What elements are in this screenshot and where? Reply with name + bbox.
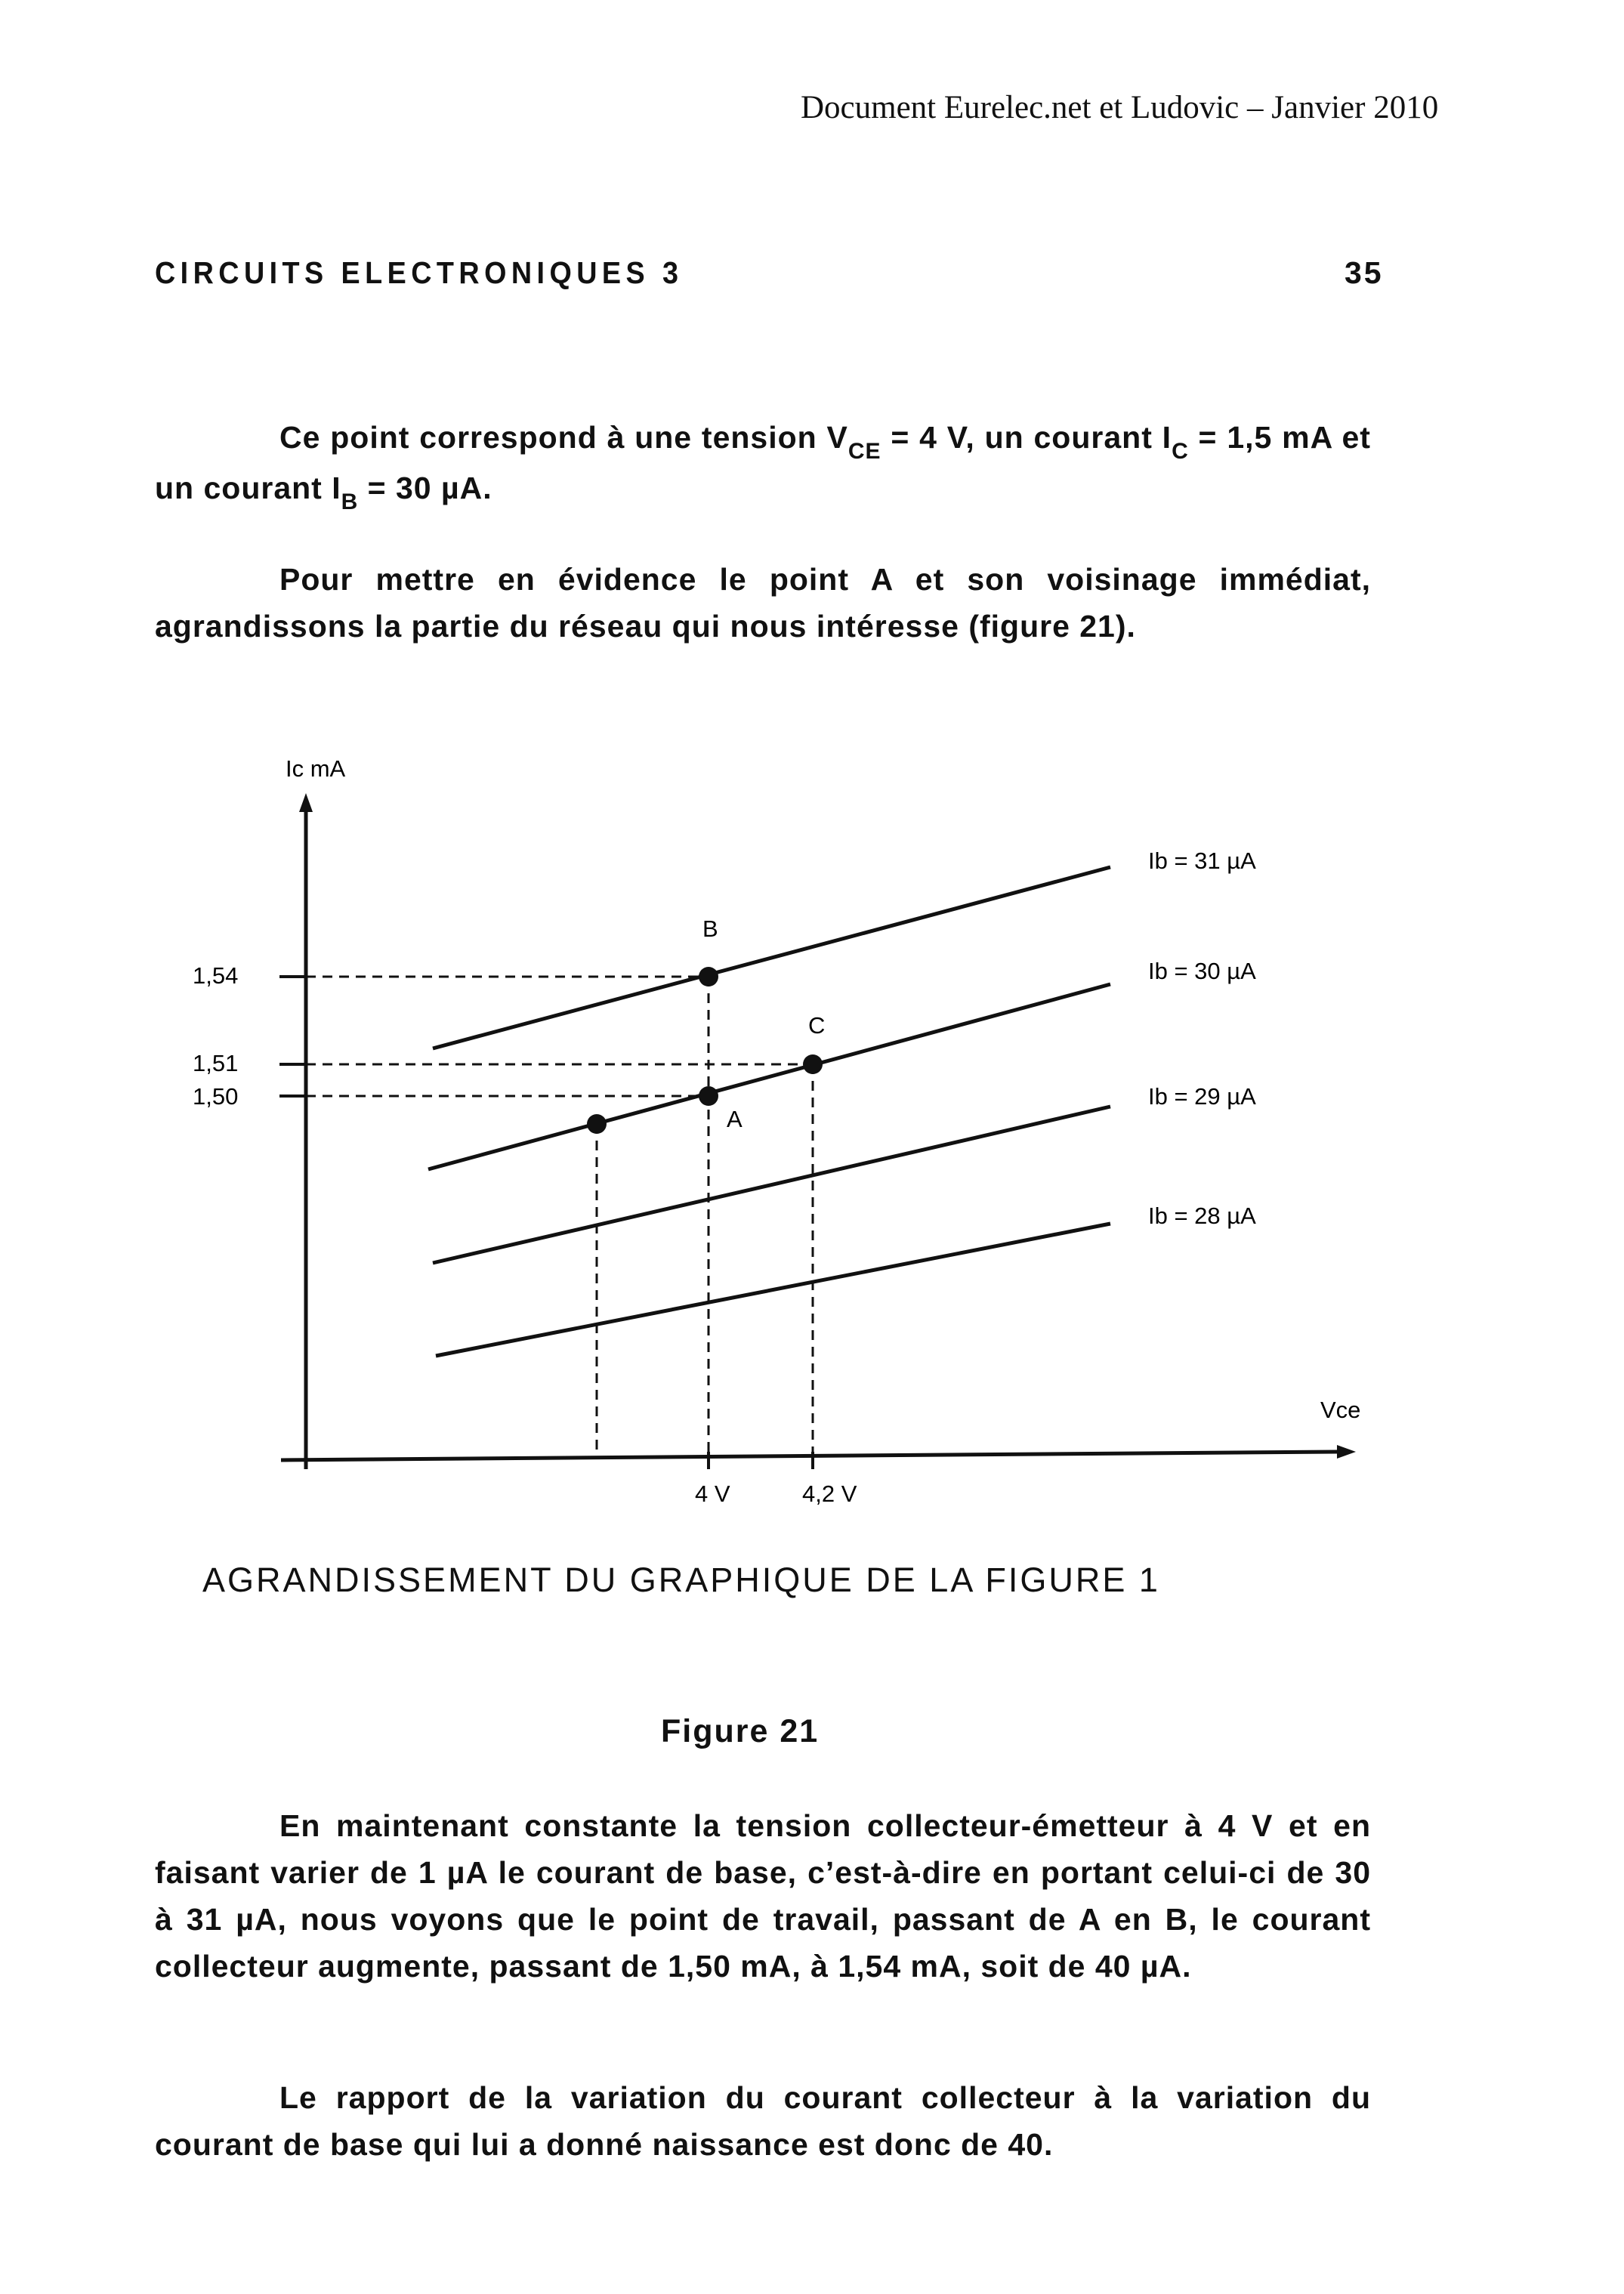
x-tick-label-4v: 4 V	[695, 1480, 730, 1507]
x-tick-label-42v: 4,2 V	[802, 1480, 857, 1507]
source-note: Document Eurelec.net et Ludovic – Janvier 2010	[801, 90, 1439, 125]
paragraph-1: Ce point correspond à une tension $V_{CE} = 4$ V, un courant $I_C = 1,5$ mA et un courant $I_B = 30$ µA.	[155, 420, 1371, 514]
figure-caption: AGRANDISSEMENT DU GRAPHIQUE DE LA FIGURE 1	[202, 1561, 1160, 1599]
paragraph-3: En maintenant constante la tension collecteur-émetteur à 4 V et en faisant varier de 1 µA le courant de base, c’est-à-dire en portant celui-ci de 30 à 31 µA, nous voyons que le point de travail, passant de A en B, le courant collecteur augmente, passant de 1,50 mA, à 1,54 mA, soit de 40 µA.	[155, 1808, 1371, 1984]
y-axis-arrow	[299, 793, 313, 812]
x-axis-label: Vce	[1320, 1397, 1361, 1423]
paragraph-2: Pour mettre en évidence le point A et son voisinage immédiat, agrandissons la partie du réseau qui nous intéresse (figure 21).	[155, 562, 1371, 644]
running-title: CIRCUITS ELECTRONIQUES 3	[155, 255, 684, 290]
page-number: 35	[1345, 255, 1384, 290]
x-axis-arrow	[1337, 1445, 1356, 1459]
y-tick-label-154: 1,54	[193, 962, 239, 989]
curve-ib-30	[428, 984, 1110, 1169]
y-tick-label-150: 1,50	[193, 1083, 239, 1110]
point-label-a: A	[727, 1106, 743, 1132]
x-axis	[281, 1452, 1337, 1460]
curve-label-ib-30: Ib = 30 µA	[1148, 958, 1256, 984]
y-tick-label-151: 1,51	[193, 1050, 239, 1076]
curve-ib-31	[433, 867, 1110, 1048]
curve-label-ib-29: Ib = 29 µA	[1148, 1083, 1256, 1110]
curve-label-ib-28: Ib = 28 µA	[1148, 1203, 1256, 1229]
curve-ib-28	[436, 1224, 1110, 1356]
point-left	[587, 1114, 607, 1134]
point-label-c: C	[808, 1012, 826, 1039]
paragraph-4: Le rapport de la variation du courant collecteur à la variation du courant de base qui lui a donné naissance est donc de 40.	[155, 2080, 1371, 2162]
curve-label-ib-31: Ib = 31 µA	[1148, 848, 1256, 874]
point-c	[803, 1054, 823, 1074]
point-b	[699, 967, 718, 986]
point-a	[699, 1086, 718, 1106]
curve-ib-29	[433, 1107, 1110, 1263]
point-label-b: B	[702, 915, 718, 942]
y-axis-label: Ic mA	[286, 755, 346, 782]
figure-label: Figure 21	[661, 1713, 820, 1749]
